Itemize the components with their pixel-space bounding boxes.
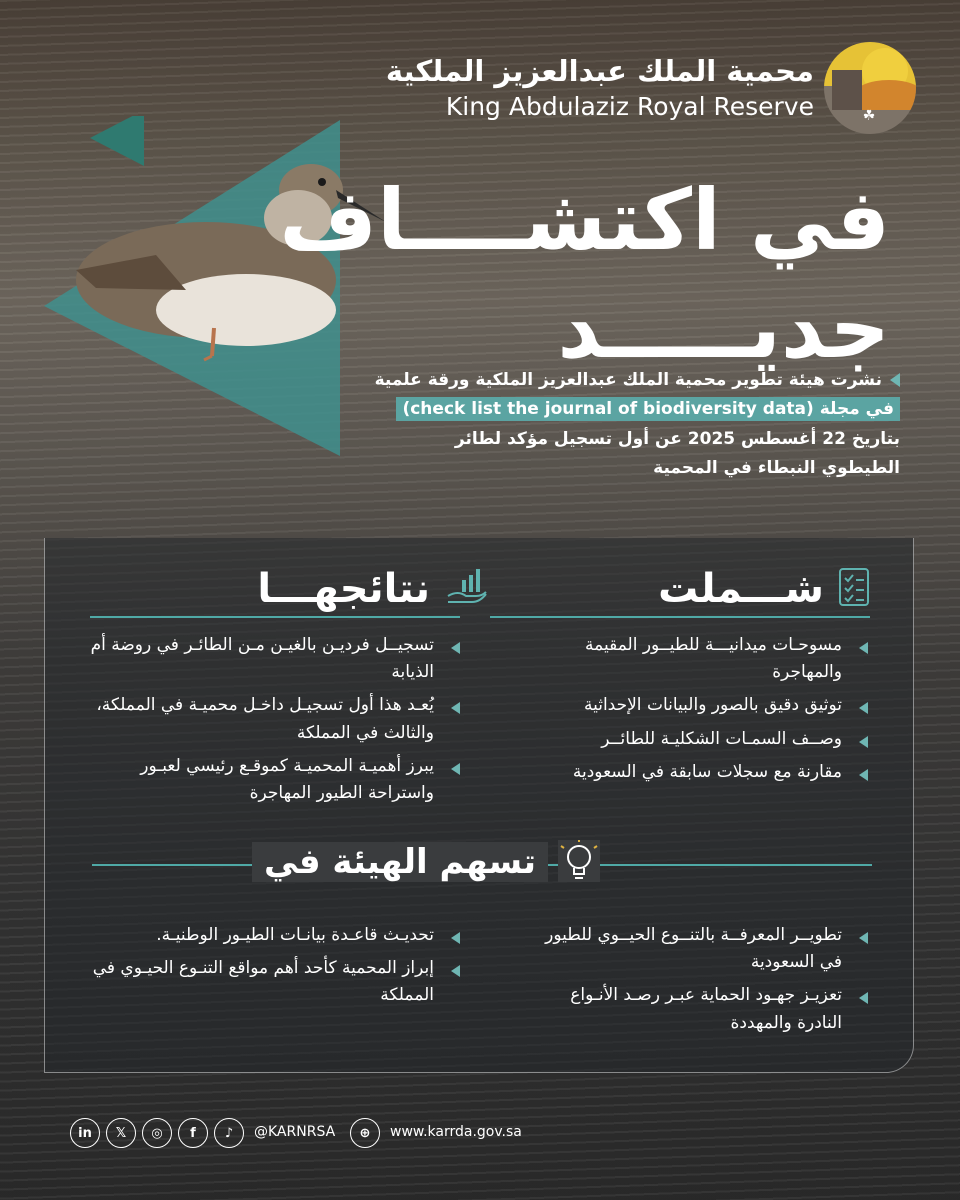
list-item: توثيق دقيق بالصور والبيانات الإحداثية <box>528 692 868 719</box>
checklist-icon <box>834 566 876 608</box>
bullet-arrow-icon <box>890 373 900 387</box>
intro-line-1: نشرت هيئة تطوير محمية الملك عبدالعزيز الملكية ورقة علمية <box>374 370 882 390</box>
headline-line-1: في اكتشــــاف <box>279 171 890 269</box>
list-item: مقارنة مع سجلات سابقة في السعودية <box>528 759 868 786</box>
results-list <box>88 632 460 813</box>
lightbulb-icon <box>558 840 600 882</box>
website-link[interactable]: www.karrda.gov.sa <box>390 1124 522 1140</box>
brand-name-arabic: محمية الملك عبدالعزيز الملكية <box>385 54 814 88</box>
list-item: تسجيــل فرديـن بالغيـن مـن الطائـر في روضة أم الذيابة <box>88 632 460 686</box>
section-title-results: نتائجهـــا <box>257 566 430 612</box>
social-handle[interactable]: @KARNRSA <box>254 1124 336 1140</box>
section-title-included: شـــملت <box>658 566 824 612</box>
intro-paragraph <box>340 370 900 488</box>
list-item: مسوحـات ميدانيـــة للطيــور المقيمة والمهاجرة <box>528 632 868 686</box>
palm-swords-emblem-icon: ☘ <box>862 108 876 124</box>
list-item: تحديـث قاعـدة بيانـات الطيـور الوطنيـة. <box>88 922 460 949</box>
included-list <box>528 632 868 792</box>
x-icon[interactable]: 𝕏 <box>106 1118 136 1148</box>
list-item: إبراز المحمية كأحد أهم مواقع التنـوع الحيـوي في المملكة <box>88 955 460 1009</box>
intro-line-2-highlight: في مجلة (check list the journal of biodiversity data) <box>396 397 900 421</box>
included-divider <box>490 616 870 618</box>
contribution-list-left <box>88 922 460 1016</box>
contribution-list-right <box>528 922 868 1043</box>
list-item: تعزيـز جهـود الحماية عبـر رصـد الأنـواع النادرة والمهددة <box>528 982 868 1036</box>
globe-icon: ⊕ <box>350 1118 380 1148</box>
list-item: يُعـد هذا أول تسجيـل داخـل محميـة في المملكة، والثالث في المملكة <box>88 692 460 746</box>
brand-name-english: King Abdulaziz Royal Reserve <box>445 92 814 121</box>
growth-hand-icon <box>446 566 488 608</box>
facebook-icon[interactable]: f <box>178 1118 208 1148</box>
list-item: وصــف السمـات الشكليـة للطائــر <box>528 726 868 753</box>
tiktok-icon[interactable]: ♪ <box>214 1118 244 1148</box>
list-item: تطويــر المعرفــة بالتنــوع الحيــوي للطيور في السعودية <box>528 922 868 976</box>
instagram-icon[interactable]: ◎ <box>142 1118 172 1148</box>
linkedin-icon[interactable]: in <box>70 1118 100 1148</box>
section-title-contribution: تسهم الهيئة في <box>252 842 548 882</box>
headline-line-2: جديـــــد <box>557 279 890 377</box>
results-divider <box>90 616 460 618</box>
list-item: يبرز أهميـة المحميـة كموقـع رئيسي لعبـور واستراحة الطيور المهاجرة <box>88 753 460 807</box>
intro-line-3: بتاريخ 22 أغسطس 2025 عن أول تسجيل مؤكد لطائر <box>454 428 900 449</box>
intro-line-4: الطيطوي النبطاء في المحمية <box>653 458 900 479</box>
reserve-logo <box>824 42 916 134</box>
